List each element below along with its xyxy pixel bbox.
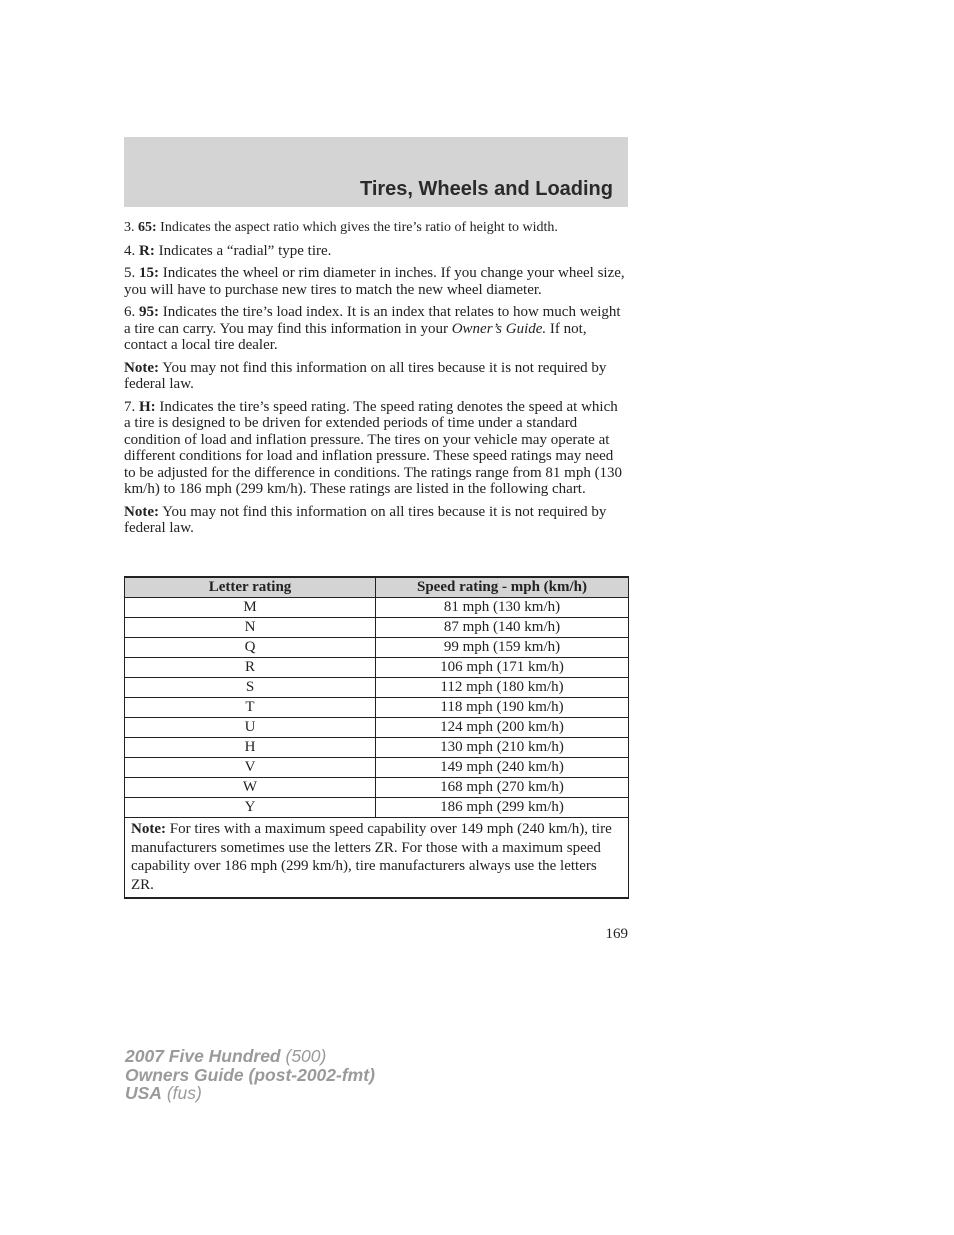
note-2: [124, 504, 628, 537]
letter-cell: U: [125, 718, 376, 738]
table-row: [125, 738, 629, 758]
note-1: [124, 360, 628, 393]
item-italic-text: Owner’s Guide.: [451, 320, 547, 337]
item-key: H:: [139, 398, 156, 415]
speed-cell: 106 mph (171 km/h): [376, 658, 629, 678]
letter-cell: Y: [125, 798, 376, 818]
note-label: Note:: [131, 821, 166, 837]
speed-cell: 87 mph (140 km/h): [376, 618, 629, 638]
item-text: Indicates the wheel or rim diameter in inches. If you change your wheel size, you will have to purchase new tires to match the new wheel diameter.: [124, 265, 625, 298]
table-row: [125, 698, 629, 718]
speed-cell: 118 mph (190 km/h): [376, 698, 629, 718]
item-key: 15:: [139, 265, 159, 281]
table-row: [125, 658, 629, 678]
speed-cell: 168 mph (270 km/h): [376, 778, 629, 798]
note-label: Note:: [124, 359, 159, 376]
note-label: Note:: [124, 503, 159, 520]
item-number: 4.: [124, 242, 136, 259]
footer-market-code: (fus): [166, 1083, 202, 1103]
item-5: [124, 265, 628, 298]
footer-line-2: [125, 1066, 375, 1085]
column-header-letter: Letter rating: [125, 577, 376, 598]
note-text: You may not find this information on all tires because it is not required by federal law.: [124, 503, 607, 536]
letter-cell: R: [125, 658, 376, 678]
item-4: [124, 243, 628, 260]
item-key: 95:: [139, 304, 159, 320]
footer-guide: Owners Guide (post-2002-fmt): [125, 1064, 375, 1085]
letter-cell: T: [125, 698, 376, 718]
letter-cell: Q: [125, 638, 376, 658]
item-number: 6.: [124, 304, 136, 320]
speed-cell: 149 mph (240 km/h): [376, 758, 629, 778]
page-number: 169: [605, 926, 628, 942]
speed-cell: 81 mph (130 km/h): [376, 598, 629, 618]
speed-rating-table: [124, 576, 629, 899]
table-row: [125, 638, 629, 658]
item-number: 3.: [124, 220, 135, 235]
item-text: Indicates the tire’s speed rating. The speed rating denotes the speed at which a tire is designed to be driven for extended periods of time under a standard condition of load and inflation pressure. The tires on your vehicle may operate at different conditions for load and inflation pressure. These speed ratings may need to be adjusted for the difference in conditions. The ratings range from 81 mph (130 km/h) to 186 mph (299 km/h). These ratings are listed in the following chart.: [124, 398, 623, 497]
note-text: You may not find this information on all tires because it is not required by federal law.: [124, 359, 607, 392]
table-row: [125, 618, 629, 638]
table-header-row: [125, 577, 629, 598]
letter-cell: W: [125, 778, 376, 798]
letter-cell: M: [125, 598, 376, 618]
table-note: [125, 818, 629, 899]
footer: [125, 1047, 375, 1103]
table-row: [125, 798, 629, 818]
item-3: [124, 220, 628, 237]
header-band: [124, 137, 628, 207]
table-note-row: [125, 818, 629, 899]
speed-cell: 99 mph (159 km/h): [376, 638, 629, 658]
column-header-speed: Speed rating - mph (km/h): [376, 577, 629, 598]
letter-cell: N: [125, 618, 376, 638]
table-row: [125, 718, 629, 738]
table-row: [125, 678, 629, 698]
table-row: [125, 598, 629, 618]
letter-cell: H: [125, 738, 376, 758]
item-key: 65:: [138, 220, 157, 235]
item-number: 5.: [124, 265, 136, 281]
page-title: Tires, Wheels and Loading: [359, 178, 613, 200]
table-row: [125, 778, 629, 798]
item-text: Indicates a “radial” type tire.: [158, 242, 332, 259]
item-number: 7.: [124, 398, 136, 415]
footer-model: 2007 Five Hundred: [125, 1046, 281, 1066]
footer-line-3: [125, 1084, 375, 1103]
main-content: [124, 220, 628, 543]
item-7: [124, 399, 628, 498]
table-row: [125, 758, 629, 778]
footer-market: USA: [125, 1083, 162, 1103]
footer-line-1: [125, 1047, 375, 1066]
speed-cell: 112 mph (180 km/h): [376, 678, 629, 698]
speed-cell: 186 mph (299 km/h): [376, 798, 629, 818]
letter-cell: S: [125, 678, 376, 698]
item-text-after: If not, contact a local tire dealer.: [124, 320, 587, 353]
item-text: Indicates the aspect ratio which gives the tire’s ratio of height to width.: [160, 220, 558, 235]
speed-cell: 130 mph (210 km/h): [376, 738, 629, 758]
letter-cell: V: [125, 758, 376, 778]
item-text: Indicates the tire’s load index. It is an index that relates to how much weight a tire can carry. You may find this information in your: [124, 304, 621, 337]
item-key: R:: [139, 242, 155, 259]
footer-model-code: (500): [285, 1046, 327, 1066]
note-text: For tires with a maximum speed capability over 149 mph (240 km/h), tire manufacturers sometimes use the letters ZR. For those with a maximum speed capability over 186 mph (299 km/h), tire manufacturers always use the letters ZR.: [131, 821, 612, 893]
item-6: [124, 304, 628, 354]
speed-cell: 124 mph (200 km/h): [376, 718, 629, 738]
